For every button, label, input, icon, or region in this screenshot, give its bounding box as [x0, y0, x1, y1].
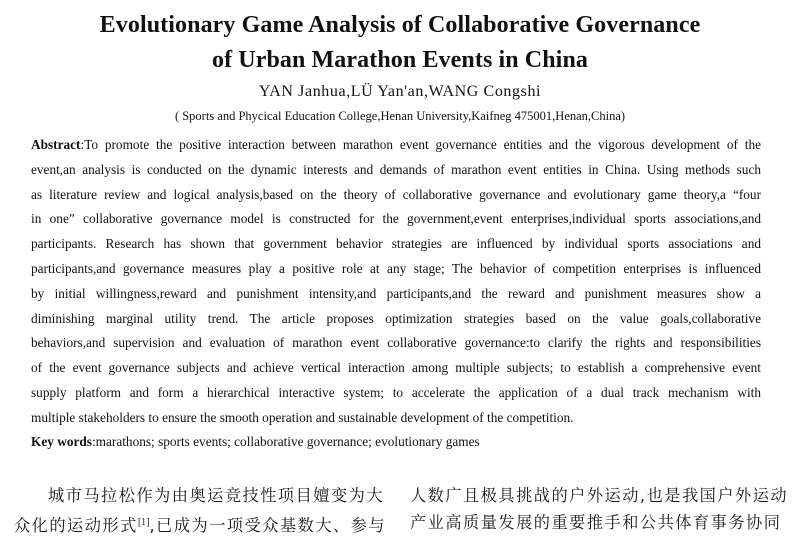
keywords-block	[31, 432, 761, 452]
abstract-line: participants,and governance measures play a positive role at any stage; The behavior of competition enterprises is influenced	[31, 260, 761, 276]
abstract-line: as literature review and logical analysis,based on the theory of collaborative governance and evolutionary game theory,a “four	[31, 186, 761, 202]
body-line	[14, 509, 386, 536]
author-affiliation: ( Sports and Phycical Education College,Henan University,Kaifneg 475001,Henan,China)	[174, 109, 626, 123]
body-line: 产业高质量发展的重要推手和公共体育事务协同	[410, 513, 782, 532]
abstract-line: participants. Research has shown that government behavior strategies are influenced by individual sports associations and	[31, 236, 761, 252]
abstract-block	[31, 133, 761, 431]
abstract-label-separator: :	[80, 137, 85, 152]
body-text: ,已成为一项受众基数大、参与	[149, 516, 387, 535]
abstract-line	[31, 133, 761, 158]
abstract-line: multiple stakeholders to ensure the smooth operation and sustainable development of the competition.	[31, 409, 574, 425]
abstract-line: by initial willingness,reward and punishment intensity,and participants,and the reward and punishment measures show a	[31, 285, 761, 301]
paper-title-line-2: of Urban Marathon Events in China	[211, 47, 588, 73]
body-column-right	[410, 482, 790, 536]
abstract-label: Abstract	[31, 137, 81, 152]
abstract-line: behaviors,and supervision and evaluation of marathon event collaborative governance:to clarify the rights and responsibilities	[31, 335, 761, 351]
abstract-line: diminishing marginal utility trend. The article proposes optimization strategies based on the value goals,collaborative	[31, 310, 761, 326]
body-line: 人数广且极具挑战的户外运动,也是我国户外运动	[410, 486, 789, 505]
paper-title-line-1: Evolutionary Game Analysis of Collaborative Governance	[99, 12, 701, 38]
abstract-line: of the event governance subjects and achieve vertical interaction among multiple subjects; to establish a comprehensive event	[31, 360, 761, 376]
abstract-line: event,an analysis is conducted on the dynamic interests and demands of marathon event entities in China. Using methods such	[31, 161, 761, 177]
abstract-text-line-1: To promote the positive interaction between marathon event governance entities and the vigorous development of the	[84, 137, 761, 152]
body-text: 众化的运动形式	[14, 516, 138, 535]
author-list: YAN Janhua,LÜ Yan'an,WANG Congshi	[258, 83, 542, 100]
citation-reference[interactable]: [1]	[137, 517, 150, 528]
abstract-line: in one” collaborative governance model is constructed for the government,event enterprises,individual sports associations,and	[31, 211, 761, 227]
body-line	[14, 482, 386, 509]
body-column-left	[14, 482, 386, 536]
keywords-separator: :	[91, 434, 96, 449]
keywords-label: Key words	[31, 434, 92, 449]
keywords-text: marathons; sports events; collaborative governance; evolutionary games	[95, 434, 480, 449]
abstract-line: supply platform and form a hierarchical interactive system; to accelerate the application of a dual track mechanism with	[31, 384, 761, 400]
body-text: 城市马拉松作为由奥运竞技性项目嬗变为大	[48, 486, 385, 505]
